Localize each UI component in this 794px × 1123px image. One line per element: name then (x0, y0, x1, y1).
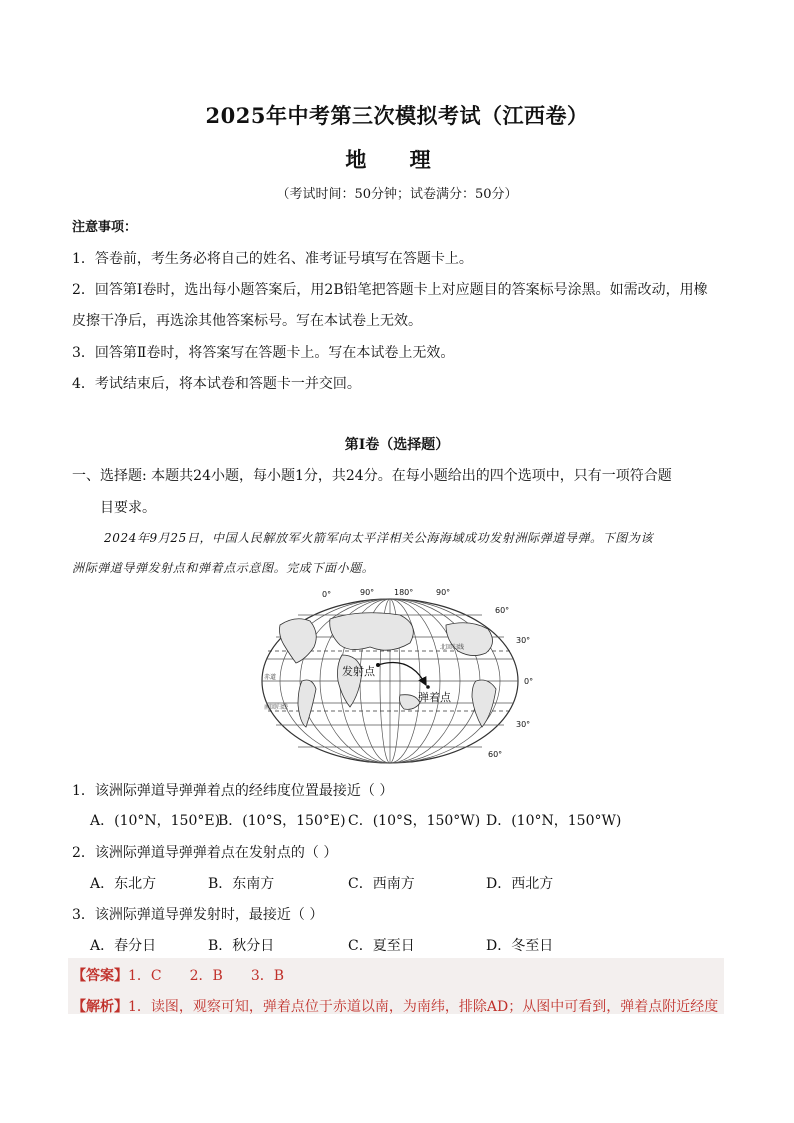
answer-text: 1．C 2．B 3．B (128, 968, 285, 984)
tropic-label: 北回归线 (440, 644, 465, 651)
section-instruction: 一、选择题: 本题共24小题，每小题1分，共24分。在每小题给出的四个选项中，只有一项符合题 (72, 468, 672, 484)
question-option: D．冬至日 (486, 938, 554, 954)
section-instruction-cont: 目要求。 (100, 500, 156, 516)
question-option: B．秋分日 (208, 938, 275, 954)
notice-item: 1．答卷前，考生务必将自己的姓名、准考证号填写在答题卡上。 (72, 251, 473, 267)
notice-item: 皮擦干净后，再选涂其他答案标号。写在本试卷上无效。 (72, 313, 422, 329)
lat-label: 30° (516, 636, 531, 645)
question-option: A．(10°N，150°E) (90, 813, 221, 829)
question-option: D．(10°N，150°W) (486, 813, 622, 829)
question-option: D．西北方 (486, 876, 554, 892)
exam-info: （考试时间：50分钟；试卷满分：50分） (276, 187, 518, 202)
passage-line: 2024年9月25日，中国人民解放军火箭军向太平洋相关公海海域成功发射洲际弹道导弹。下图为该 (104, 531, 654, 545)
section-title: 第Ⅰ卷（选择题） (344, 437, 450, 453)
question-option: C．西南方 (348, 876, 415, 892)
south-tropic-label: 南回归线 (264, 704, 289, 711)
notice-item: 3．回答第Ⅱ卷时，将答案写在答题卡上。写在本试卷上无效。 (72, 345, 455, 361)
impact-point-marker (426, 685, 430, 689)
question-option: A．春分日 (90, 938, 157, 954)
world-map-figure (250, 585, 540, 775)
world-map-svg (250, 585, 540, 775)
lat-label: 30° (516, 720, 531, 729)
lon-label: 180° (394, 588, 414, 597)
passage-line: 洲际弹道导弹发射点和弹着点示意图。完成下面小题。 (72, 561, 375, 575)
question-stem: 2．该洲际弹道导弹弹着点在发射点的（ ） (72, 845, 338, 861)
question-option: B．(10°S，150°E) (218, 813, 346, 829)
analysis-line (72, 996, 718, 1016)
lon-label: 0° (322, 590, 332, 599)
analysis-tag: 【解析】 (72, 999, 128, 1015)
notice-item: 2．回答第Ⅰ卷时，选出每小题答案后，用2B铅笔把答题卡上对应题目的答案标号涂黑。如需改动，用橡 (72, 282, 708, 298)
answer-tag: 【答案】 (72, 968, 128, 984)
impact-label: 弹着点 (418, 691, 451, 704)
notice-item: 4．考试结束后，将本试卷和答题卡一并交回。 (72, 376, 361, 392)
lon-label: 90° (360, 588, 375, 597)
answer-line (72, 965, 284, 985)
question-stem: 1．该洲际弹道导弹弹着点的经纬度位置最接近（ ） (72, 783, 394, 799)
lon-label: 90° (436, 588, 451, 597)
lat-label: 60° (488, 750, 503, 759)
lat-label: 0° (524, 677, 534, 686)
subject-title: 地 理 (345, 147, 449, 172)
question-option: C．(10°S，150°W) (348, 813, 481, 829)
question-option: C．夏至日 (348, 938, 415, 954)
equator-label: 赤道 (264, 674, 277, 681)
question-option: B．东南方 (208, 876, 275, 892)
page-title: 2025年中考第三次模拟考试（江西卷） (205, 103, 589, 128)
analysis-text: 1．读图，观察可知，弹着点位于赤道以南，为南纬，排除AD；从图中可看到，弹着点附近经度 (128, 999, 719, 1015)
notice-heading: 注意事项： (72, 220, 138, 235)
question-option: A．东北方 (90, 876, 157, 892)
question-stem: 3．该洲际弹道导弹发射时，最接近（ ） (72, 907, 324, 923)
launch-label: 发射点 (342, 665, 375, 678)
lat-label: 60° (495, 606, 510, 615)
